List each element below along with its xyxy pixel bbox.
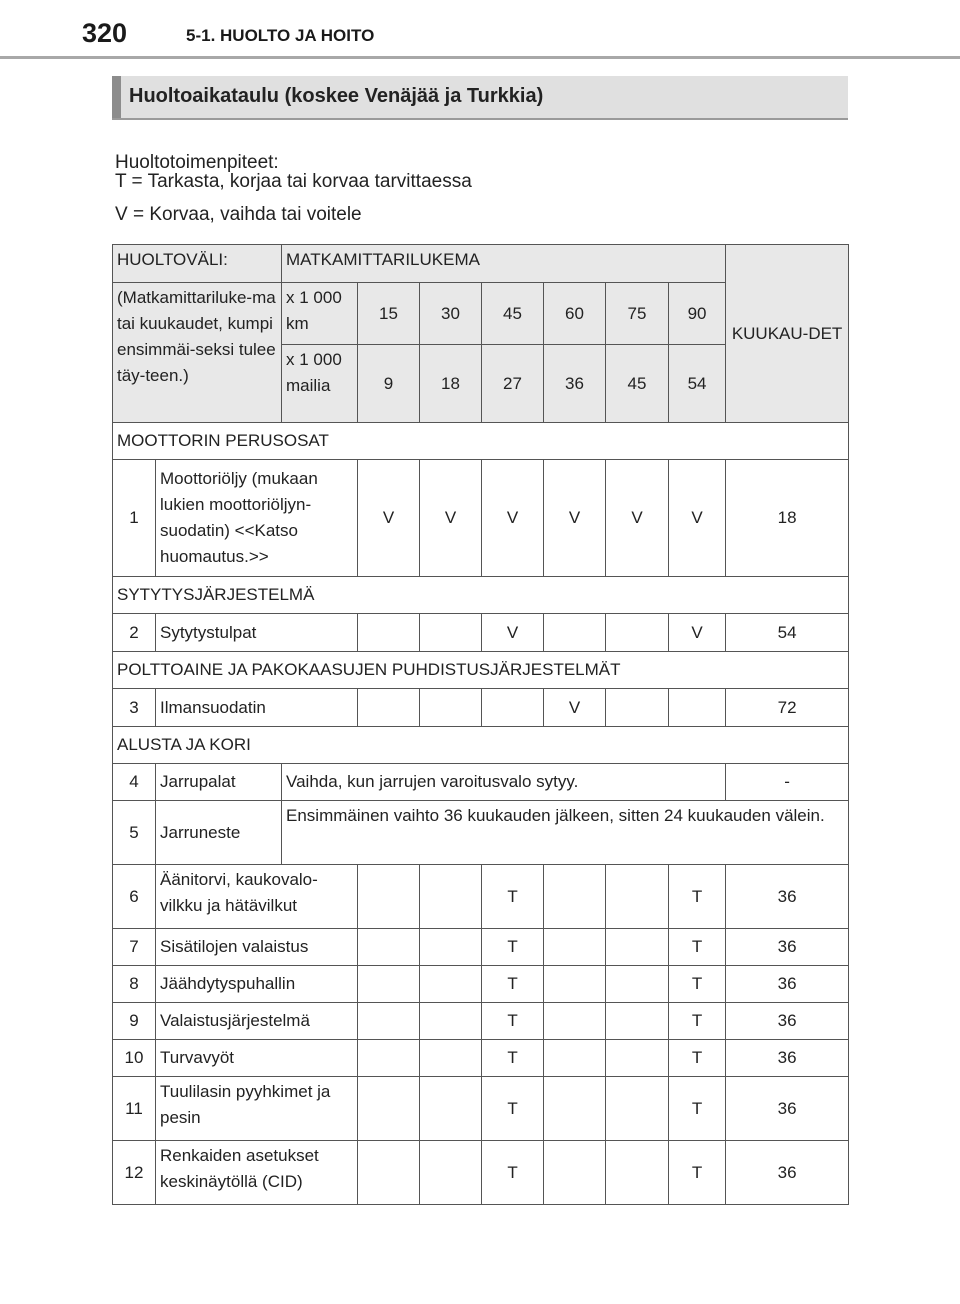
- row-cell: [606, 1141, 669, 1205]
- row-cell: V: [420, 460, 482, 577]
- chapter-title: 5-1. HUOLTO JA HOITO: [186, 26, 375, 45]
- row-cell: T: [669, 1003, 726, 1040]
- row-number: 2: [113, 614, 156, 652]
- km-unit: x 1 000 km: [282, 283, 358, 345]
- row-cell: T: [669, 929, 726, 966]
- row-cell: [358, 689, 420, 727]
- row-cell: [669, 689, 726, 727]
- miles-value: 9: [358, 345, 420, 423]
- row-cell: [358, 1141, 420, 1205]
- row-item: Sisätilojen valaistus: [156, 929, 358, 966]
- row-cell: [544, 1141, 606, 1205]
- row-number: 12: [113, 1141, 156, 1205]
- row-months: 54: [726, 614, 849, 652]
- row-cell: [606, 689, 669, 727]
- row-item: Jarrupalat: [156, 764, 282, 801]
- row-cell: [358, 865, 420, 929]
- row-cell: [420, 929, 482, 966]
- row-cell: [358, 614, 420, 652]
- row-months: 36: [726, 1003, 849, 1040]
- section-row-engine: [113, 423, 849, 460]
- row-item: Jarruneste: [156, 801, 282, 865]
- row-cell: [420, 614, 482, 652]
- row-months: 36: [726, 1040, 849, 1077]
- odometer-header: MATKAMITTARILUKEMA: [282, 245, 726, 283]
- row-item: Turvavyöt: [156, 1040, 358, 1077]
- row-cell: T: [482, 966, 544, 1003]
- table-row: [113, 1003, 849, 1040]
- table-row: [113, 460, 849, 577]
- row-number: 6: [113, 865, 156, 929]
- row-number: 10: [113, 1040, 156, 1077]
- row-cell: [544, 1040, 606, 1077]
- row-note: Vaihda, kun jarrujen varoitusvalo sytyy.: [282, 764, 726, 801]
- row-cell: V: [544, 689, 606, 727]
- row-item: Tuulilasin pyyhkimet ja pesin: [156, 1077, 358, 1141]
- row-cell: T: [482, 1040, 544, 1077]
- row-cell: [606, 929, 669, 966]
- row-number: 7: [113, 929, 156, 966]
- row-item: Renkaiden asetukset keskinäytöllä (CID): [156, 1141, 358, 1205]
- row-note: Ensimmäinen vaihto 36 kuukauden jälkeen, sitten 24 kuukauden välein.: [282, 801, 849, 865]
- row-cell: [420, 1003, 482, 1040]
- row-cell: [544, 614, 606, 652]
- row-cell: T: [482, 865, 544, 929]
- table-row: [113, 966, 849, 1003]
- row-months: 36: [726, 865, 849, 929]
- row-cell: T: [482, 929, 544, 966]
- table-row: [113, 865, 849, 929]
- km-value: 75: [606, 283, 669, 345]
- table-row: [113, 614, 849, 652]
- table-row: [113, 1077, 849, 1141]
- row-months: 72: [726, 689, 849, 727]
- row-item: Äänitorvi, kaukovalo-vilkku ja hätävilkut: [156, 865, 358, 929]
- section-label: ALUSTA JA KORI: [113, 727, 849, 764]
- row-cell: V: [669, 614, 726, 652]
- row-number: 1: [113, 460, 156, 577]
- miles-value: 27: [482, 345, 544, 423]
- row-months: 36: [726, 966, 849, 1003]
- miles-value: 18: [420, 345, 482, 423]
- row-cell: [606, 1040, 669, 1077]
- row-cell: [544, 1077, 606, 1141]
- row-cell: [606, 1003, 669, 1040]
- row-months: 36: [726, 1077, 849, 1141]
- row-cell: T: [482, 1077, 544, 1141]
- row-cell: V: [358, 460, 420, 577]
- row-cell: [544, 865, 606, 929]
- section-heading: [112, 76, 848, 120]
- section-row-fuel: [113, 652, 849, 689]
- row-cell: [358, 1003, 420, 1040]
- row-number: 11: [113, 1077, 156, 1141]
- section-row-ignition: [113, 577, 849, 614]
- row-cell: [358, 929, 420, 966]
- row-cell: T: [669, 865, 726, 929]
- row-cell: [358, 1077, 420, 1141]
- section-row-chassis: [113, 727, 849, 764]
- section-label: POLTTOAINE JA PAKOKAASUJEN PUHDISTUSJÄRJESTELMÄT: [113, 652, 849, 689]
- table-row: [113, 1141, 849, 1205]
- row-months: 18: [726, 460, 849, 577]
- row-item: Moottoriöljy (mukaan lukien moottoriöljyn-suodatin) <<Katso huomautus.>>: [156, 460, 358, 577]
- intro-t-legend: T = Tarkasta, korjaa tai korvaa tarvittaessa: [115, 171, 472, 192]
- row-cell: [420, 865, 482, 929]
- km-value: 30: [420, 283, 482, 345]
- row-item: Ilmansuodatin: [156, 689, 358, 727]
- table-row: [113, 689, 849, 727]
- row-cell: V: [544, 460, 606, 577]
- row-cell: T: [669, 966, 726, 1003]
- intro-v-legend: V = Korvaa, vaihda tai voitele: [115, 204, 362, 225]
- miles-unit: x 1 000 mailia: [282, 345, 358, 423]
- row-cell: V: [482, 460, 544, 577]
- km-value: 45: [482, 283, 544, 345]
- page-number: 320: [82, 18, 128, 48]
- intro-heading: Huoltotoimenpiteet:: [115, 152, 279, 173]
- table-row: [113, 929, 849, 966]
- section-accent: [112, 76, 121, 118]
- months-header: KUUKAU-DET: [726, 245, 849, 423]
- row-item: Valaistusjärjestelmä: [156, 1003, 358, 1040]
- row-cell: [606, 966, 669, 1003]
- row-cell: [482, 689, 544, 727]
- header-rule: [0, 56, 960, 59]
- row-number: 5: [113, 801, 156, 865]
- section-label: SYTYTYSJÄRJESTELMÄ: [113, 577, 849, 614]
- km-value: 15: [358, 283, 420, 345]
- row-cell: V: [482, 614, 544, 652]
- row-months: -: [726, 764, 849, 801]
- miles-value: 36: [544, 345, 606, 423]
- row-cell: [420, 1040, 482, 1077]
- row-cell: [606, 614, 669, 652]
- row-cell: [420, 689, 482, 727]
- header-row: [113, 245, 849, 283]
- row-item: Sytytystulpat: [156, 614, 358, 652]
- row-number: 8: [113, 966, 156, 1003]
- row-cell: [420, 966, 482, 1003]
- table-row: [113, 1040, 849, 1077]
- row-number: 9: [113, 1003, 156, 1040]
- row-cell: T: [669, 1141, 726, 1205]
- row-item: Jäähdytyspuhallin: [156, 966, 358, 1003]
- row-cell: [606, 1077, 669, 1141]
- row-cell: T: [669, 1077, 726, 1141]
- table-row: [113, 764, 849, 801]
- row-cell: T: [482, 1141, 544, 1205]
- row-months: 36: [726, 1141, 849, 1205]
- interval-description: (Matkamittariluke-ma tai kuukaudet, kumpi ensimmäi-seksi tulee täy-teen.): [113, 283, 282, 423]
- interval-header: HUOLTOVÄLI:: [113, 245, 282, 283]
- km-value: 60: [544, 283, 606, 345]
- row-cell: [420, 1077, 482, 1141]
- row-cell: V: [669, 460, 726, 577]
- row-cell: [606, 865, 669, 929]
- row-number: 4: [113, 764, 156, 801]
- row-cell: T: [669, 1040, 726, 1077]
- miles-value: 54: [669, 345, 726, 423]
- maintenance-table: [112, 244, 849, 1205]
- km-value: 90: [669, 283, 726, 345]
- row-number: 3: [113, 689, 156, 727]
- row-cell: [358, 1040, 420, 1077]
- section-title: Huoltoaikataulu (koskee Venäjää ja Turkkia): [129, 85, 544, 107]
- row-cell: T: [482, 1003, 544, 1040]
- row-cell: [420, 1141, 482, 1205]
- table-row: [113, 801, 849, 865]
- row-cell: V: [606, 460, 669, 577]
- section-label: MOOTTORIN PERUSOSAT: [113, 423, 849, 460]
- row-cell: [544, 1003, 606, 1040]
- row-cell: [358, 966, 420, 1003]
- miles-value: 45: [606, 345, 669, 423]
- row-cell: [544, 966, 606, 1003]
- row-months: 36: [726, 929, 849, 966]
- row-cell: [544, 929, 606, 966]
